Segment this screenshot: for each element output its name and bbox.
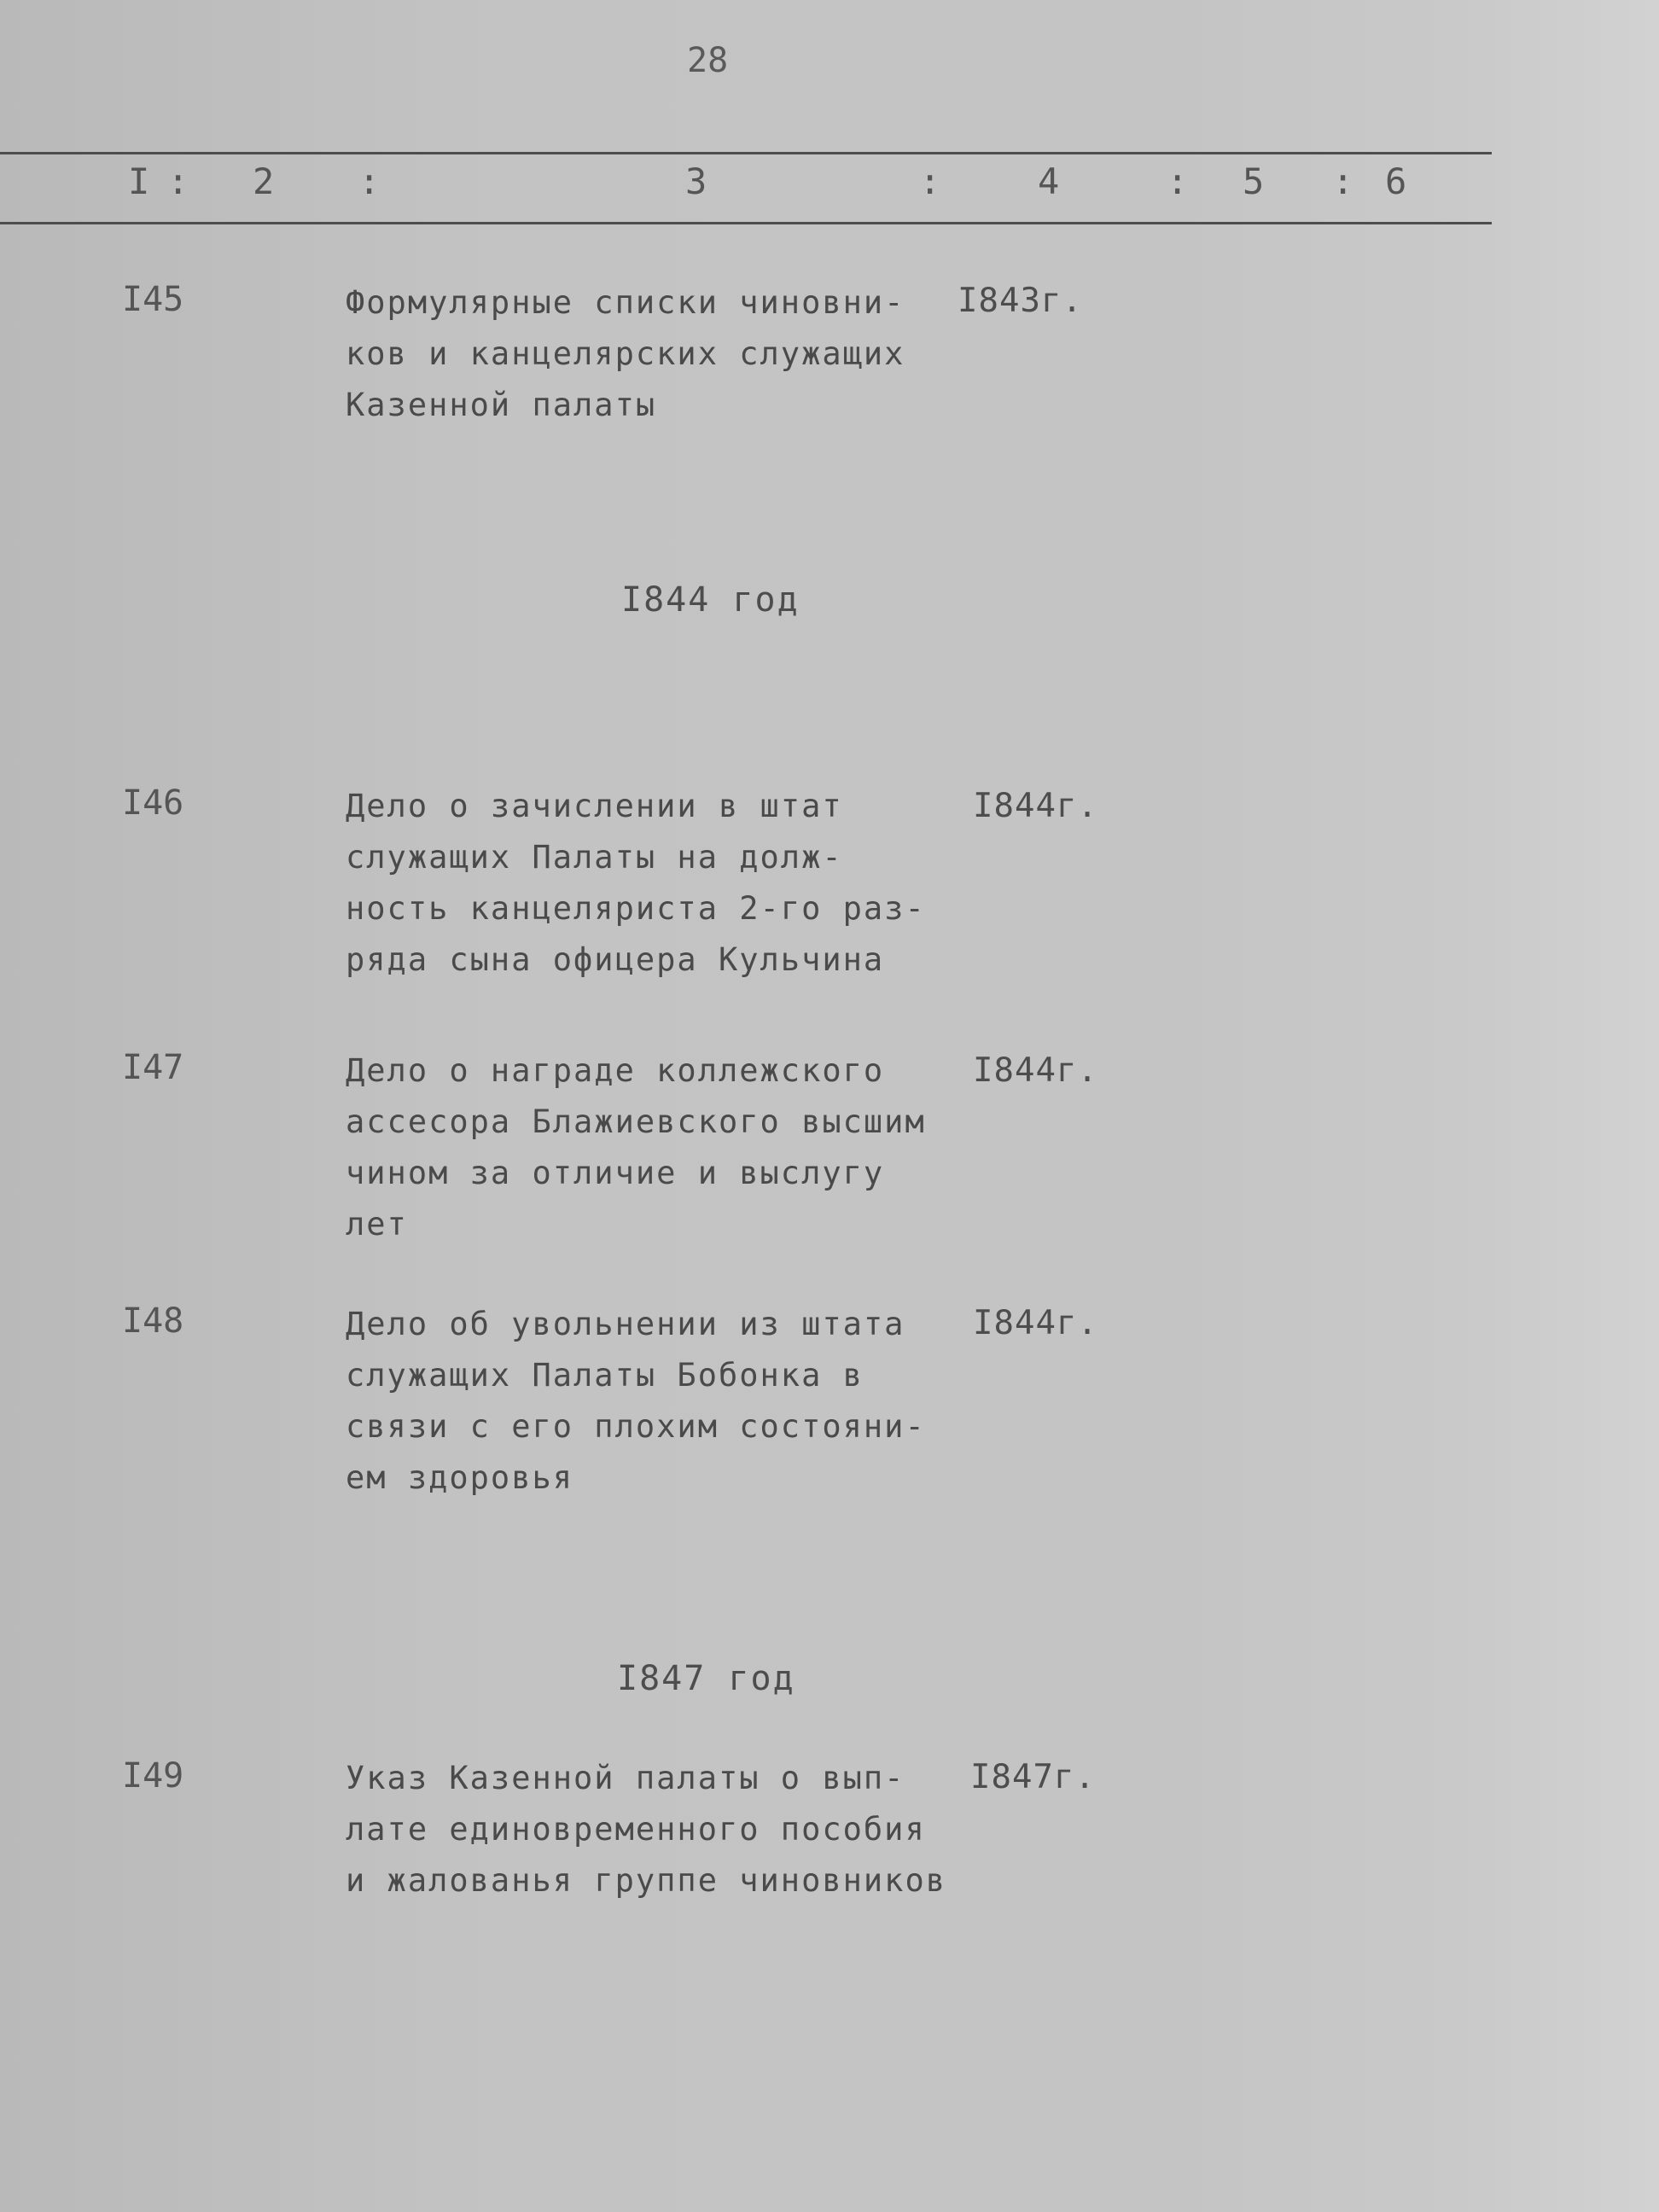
header-col-6: 6	[1385, 160, 1407, 202]
year-heading: I847 год	[617, 1659, 795, 1698]
description-line: служащих Палаты на долж-	[346, 839, 843, 876]
description-line: Формулярные списки чиновни-	[346, 284, 905, 321]
header-separator: :	[1167, 160, 1189, 202]
description-line: Казенной палаты	[346, 387, 657, 423]
entry-date: I844г.	[973, 1304, 1098, 1342]
description-line: Дело о зачислении в штат	[346, 788, 843, 824]
description-line: ков и канцелярских служащих	[346, 335, 905, 372]
header-col-4: 4	[1038, 160, 1060, 202]
entry-date: I844г.	[973, 1051, 1098, 1090]
entry-number: I48	[122, 1301, 184, 1341]
header-separator: :	[1332, 160, 1354, 202]
header-separator: :	[358, 160, 381, 202]
description-line: служащих Палаты Бобонка в	[346, 1357, 864, 1394]
description-line: Дело об увольнении из штата	[346, 1306, 905, 1342]
entry-number: I47	[122, 1048, 184, 1087]
header-separator: :	[919, 160, 941, 202]
entry-number: I45	[122, 280, 184, 319]
entry-date: I844г.	[973, 787, 1098, 825]
description-line: ассесора Блажиевского высшим	[346, 1103, 926, 1140]
header-col-1: I	[128, 160, 150, 202]
description-line: ность канцеляриста 2-го раз-	[346, 890, 926, 927]
description-line: ем здоровья	[346, 1459, 574, 1496]
entry-description	[346, 1299, 926, 1504]
header-bottom-rule	[0, 222, 1492, 224]
description-line: связи с его плохим состояни-	[346, 1408, 926, 1445]
entry-description	[346, 781, 926, 986]
description-line: чином за отличие и выслугу	[346, 1155, 885, 1191]
description-line: Указ Казенной палаты о вып-	[346, 1760, 905, 1796]
description-line: ряда сына офицера Кульчина	[346, 941, 885, 978]
entry-number: I46	[122, 783, 184, 823]
entry-description	[346, 1753, 946, 1906]
entry-date: I843г.	[958, 282, 1083, 320]
description-line: и жалованья группе чиновников	[346, 1862, 947, 1899]
entry-date: I847г.	[970, 1758, 1096, 1796]
header-col-5: 5	[1243, 160, 1265, 202]
header-separator: :	[167, 160, 189, 202]
entry-description	[346, 277, 905, 431]
description-line: лате единовременного пособия	[346, 1811, 926, 1848]
description-line: лет	[346, 1206, 408, 1243]
header-col-2: 2	[253, 160, 275, 202]
header-col-3: 3	[685, 160, 707, 202]
description-line: Дело о награде коллежского	[346, 1052, 885, 1089]
entry-number: I49	[122, 1756, 184, 1796]
page-number: 28	[687, 41, 729, 80]
header-top-rule	[0, 152, 1492, 154]
year-heading: I844 год	[621, 580, 800, 620]
entry-description	[346, 1045, 926, 1250]
